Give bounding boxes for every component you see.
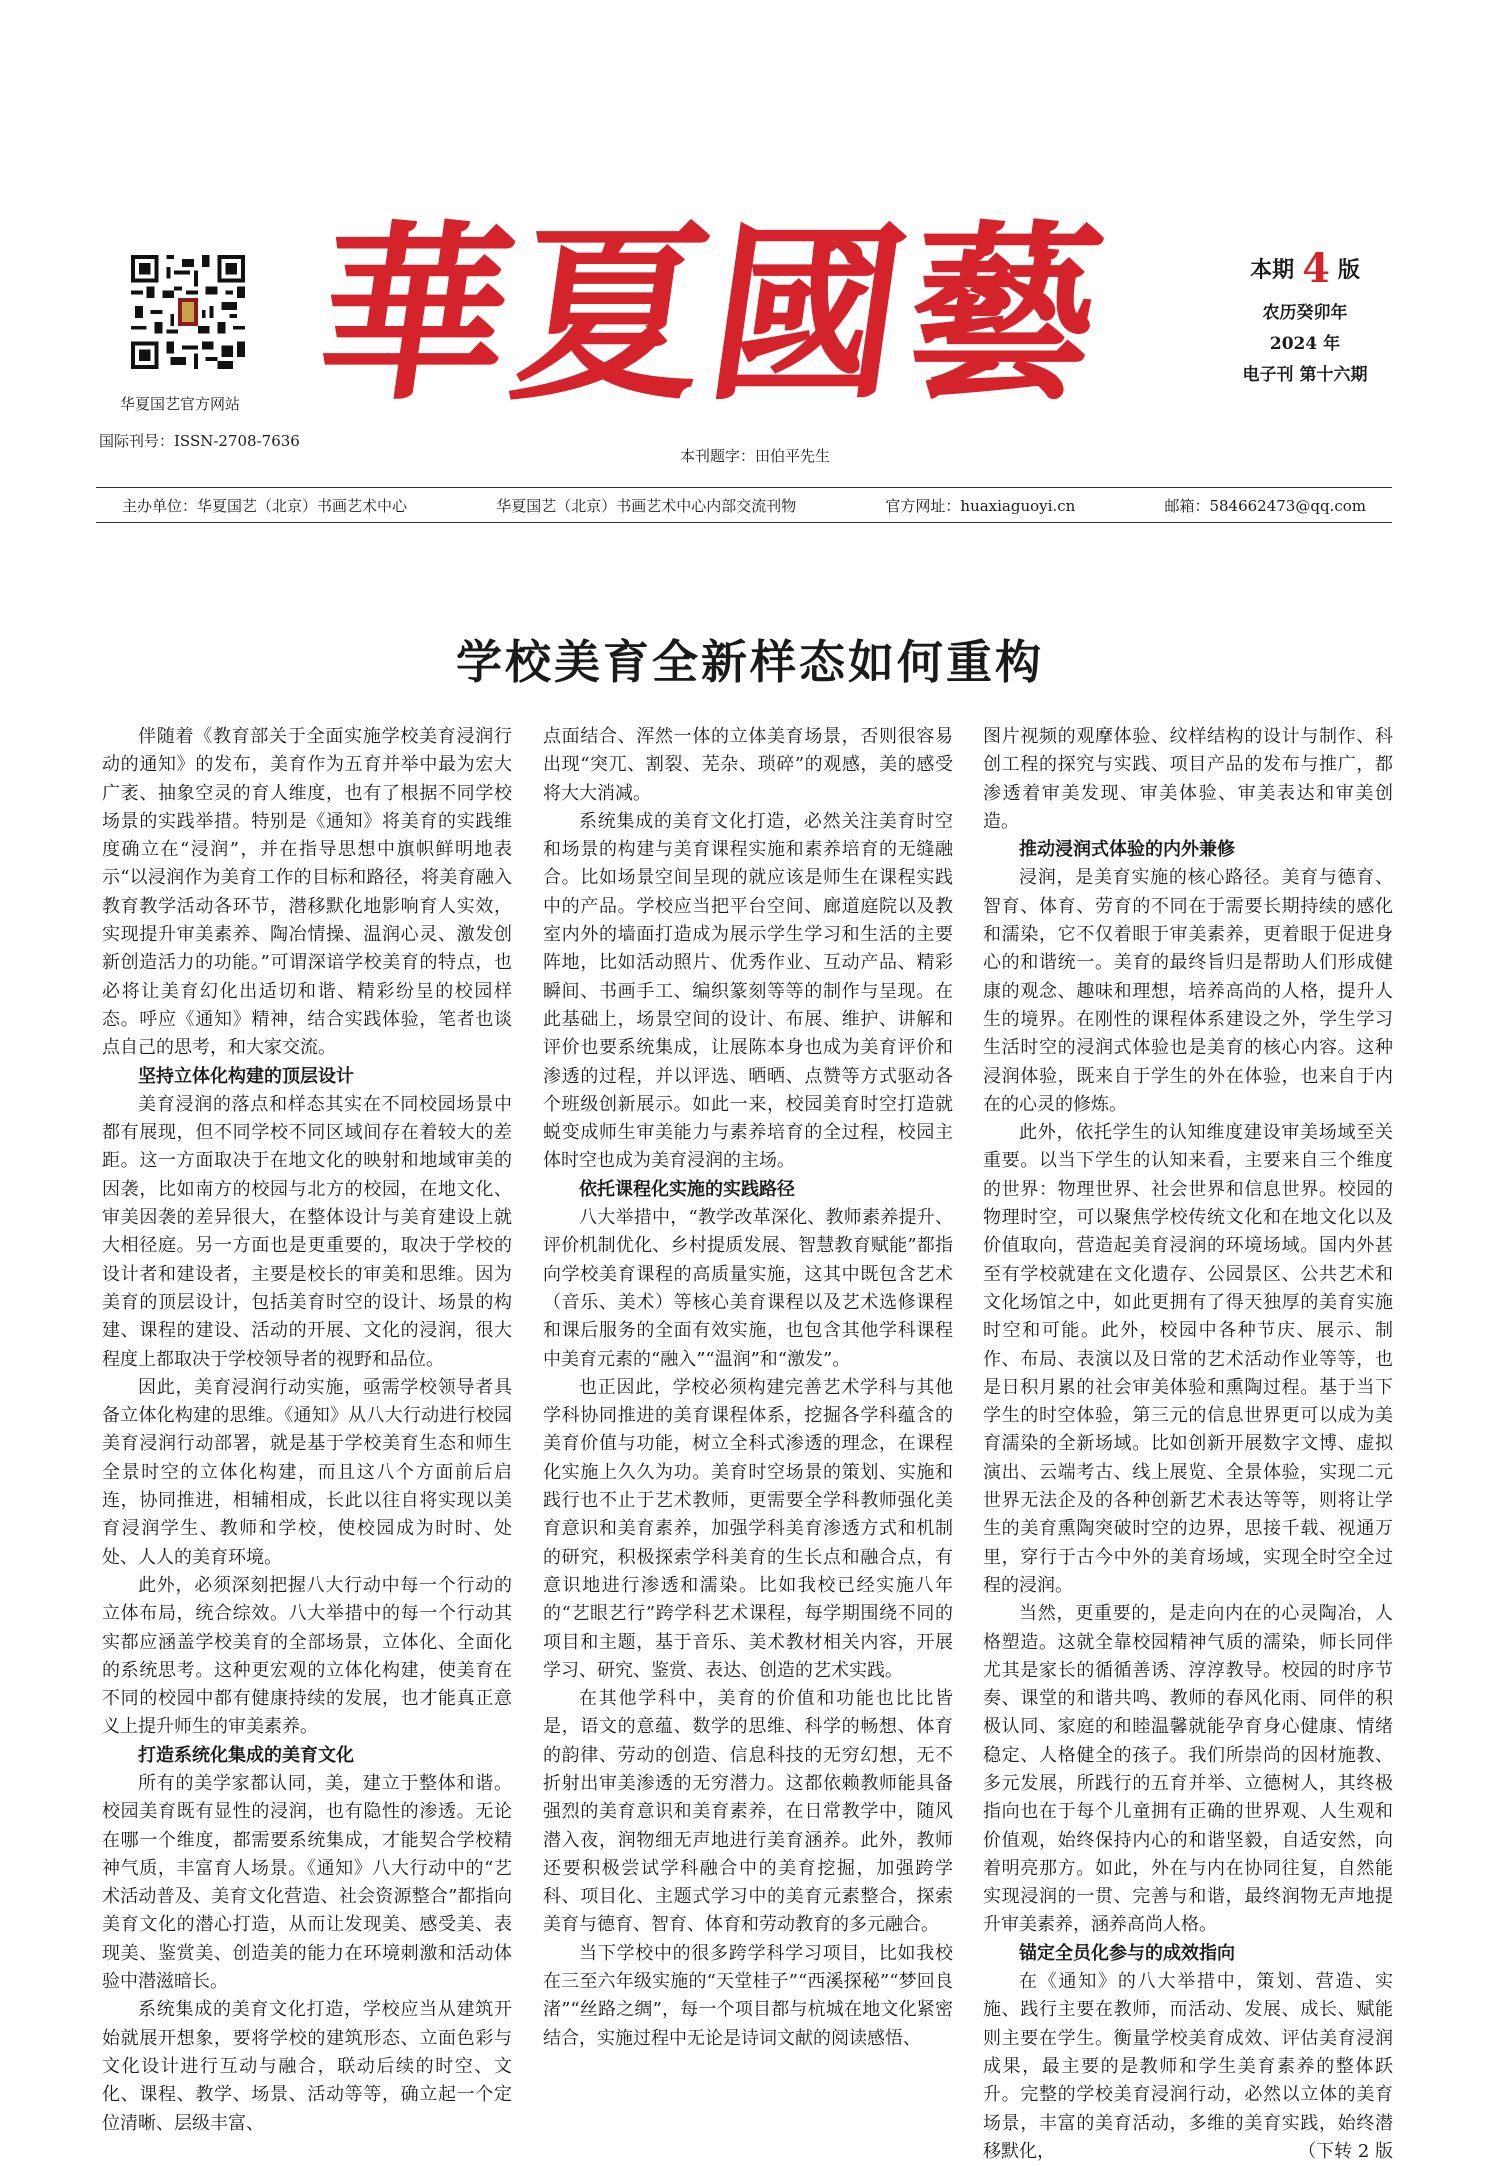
section-heading: 打造系统化集成的美育文化 xyxy=(138,1744,354,1766)
issue-prefix: 本期 xyxy=(1250,257,1295,283)
paragraph: 当然，更重要的，是走向内在的心灵陶冶，人格塑造。这就全靠校园精神气质的濡染，师长同伴尤其是家长的循循善诱、淳淳教导。校园的时序节奏、课堂的和谐共鸣、教师的春风化雨、同伴的积极认同、家庭的和睦温馨就能孕育身心健康、情绪稳定、人格健全的孩子。我们所崇尚的因材施教、多元发展，所践行的五育并举、立德树人，其终极指向也在于每个儿童拥有正确的世界观、人生观和价值观，始终保持内心的和谐坚毅，自适安然，向着明亮那方。如此，外在与内在协同往复，自然能实现浸润的一贯、完善与和谐，最终润物无声地提升审美素养，涵养高尚人格。 xyxy=(983,1603,1393,1936)
issue-page-line xyxy=(1220,245,1390,292)
paragraph: 当下学校中的很多跨学科学习项目，比如我校在三至六年级实施的“天堂桂子”“西溪探秘”“梦回良渚”“丝路之绸”，每一个项目都与杭城在地文化紧密结合，实施过程中无论是诗词文献的阅读感悟、 xyxy=(543,1942,953,2049)
issue-edition: 电子刊 第十六期 xyxy=(1242,365,1368,385)
lunar-year: 农历癸卯年 xyxy=(1262,303,1348,323)
paragraph: 此外，必须深刻把握八大行动中每一个行动的立体布局，统合综效。八大举措中的每一个行动其实都应涵盖学校美育的全部场景，立体化、全面化的系统思考。这种更宏观的立体化构建，使美育在不同的校园中都有健康持续的发展，也才能真正意义上提升师生的审美素养。 xyxy=(102,1574,512,1738)
website-link[interactable]: 官方网址：huaxiaguoyi.cn xyxy=(885,496,1076,515)
paragraph: 八大举措中，“教学改革深化、教师素养提升、评价机制优化、乡村提质发展、智慧教育赋能”都指向学校美育课程的高质量实施，这其中既包含艺术（音乐、美术）等核心美育课程以及艺术选修课程和课后服务的全面有效实施，也包含其他学科课程中美育元素的“融入”“温润”和“激发”。 xyxy=(543,1207,953,1370)
masthead-logo xyxy=(304,195,1170,435)
paragraph: 图片视频的观摩体验、纹样结构的设计与制作、科创工程的探究与实践、项目产品的发布与推广，都渗透着审美发现、审美体验、审美表达和审美创造。 xyxy=(983,726,1393,832)
paragraph: 美育浸润的落点和样态其实在不同校园场景中都有展现，但不同学校不同区域间存在着较大的差距。这一方面取决于在地文化的映射和地域审美的因袭，比如南方的校园与北方的校园，在地文化、审美因袭的差异很大，在整体设计与美育建设上就大相径庭。另一方面也是更重要的，取决于学校的设计者和建设者，主要是校长的审美和思维。因为美育的顶层设计，包括美育时空的设计、场景的构建、课程的建设、活动的开展、文化的浸润，很大程度上都取决于学校领导者的视野和品位。 xyxy=(102,1093,512,1370)
section-heading: 锚定全员化参与的成效指向 xyxy=(1019,1942,1235,1964)
issn-label: 国际刊号：ISSN-2708-7636 xyxy=(99,432,300,450)
issue-suffix: 版 xyxy=(1337,257,1360,283)
paragraph: 点面结合、浑然一体的立体美育场景，否则很容易出现“突兀、割裂、芜杂、琐碎”的观感，美的感受将大大消减。 xyxy=(543,726,953,804)
issue-info xyxy=(1220,245,1390,385)
article-column-1 xyxy=(102,723,512,2134)
article-column-2 xyxy=(543,723,953,2093)
masthead-title: 華夏國藝 xyxy=(304,203,1120,426)
calligrapher-credit: 本刊题字：田伯平先生 xyxy=(680,447,831,465)
internal-text: 华夏国艺（北京）书画艺术中心内部交流刊物 xyxy=(496,496,797,515)
paragraph: 系统集成的美育文化打造，学校应当从建筑开始就展开想象，要将学校的建筑形态、立面色彩与文化设计进行互动与融合，联动后续的时空、文化、课程、教学、场景、活动等等，确立起一个定位清晰、层级丰富、 xyxy=(102,1999,512,2134)
section-heading: 推动浸润式体验的内外兼修 xyxy=(1019,839,1235,861)
section-heading: 坚持立体化构建的顶层设计 xyxy=(138,1065,354,1087)
paragraph: 也正因此，学校必须构建完善艺术学科与其他学科协同推进的美育课程体系，挖掘各学科蕴含的美育价值与功能，树立全科式渗透的理念，在课程化实施上久久为功。美育时空场景的策划、实施和践行也不止于艺术教师，更需要全学科教师强化美育意识和美育素养，加强学科美育渗透方式和机制的研究，积极探索学科美育的生长点和融合点，有意识地进行渗透和濡染。比如我校已经实施八年的“艺眼艺行”跨学科艺术课程，每学期围绕不同的项目和主题，基于音乐、美术教材相关内容，开展学习、研究、鉴赏、表达、创造的艺术实践。 xyxy=(543,1376,953,1681)
paragraph: 系统集成的美育文化打造，必然关注美育时空和场景的构建与美育课程实施和素养培育的无缝融合。比如场景空间呈现的就应该是师生在课程实践中的产品。学校应当把平台空间、廊道庭院以及教室内外的墙面打造成为展示学生学习和生活的主要阵地，比如活动照片、优秀作业、互动产品、精彩瞬间、书画手工、编织篆刻等等的制作与呈现。在此基础上，场景空间的设计、布展、维护、讲解和评价也要系统集成，让展陈本身也成为美育评价和渗透的过程，并以评选、晒晒、点赞等方式驱动各个班级创新展示。如此一来，校园美育时空打造就蜕变成师生审美能力与素养培育的全过程，校园主体时空也成为美育浸润的主场。 xyxy=(543,810,953,1172)
paragraph: 在《通知》的八大举措中，策划、营造、实施、践行主要在教师，而活动、发展、成长、赋能则主要在学生。衡量学校美育成效、评估美育浸润成果，最主要的是教师和学生美育素养的整体跃升。完整的学校美育浸润行动，必然以立体的美育场景，丰富的美育活动，多维的美育实践，始终潜移默化， （下转 2 版 xyxy=(983,1968,1393,2166)
issue-page-number: 4 xyxy=(1302,245,1330,292)
section-heading: 依托课程化实施的实践路径 xyxy=(579,1178,795,1200)
article-headline: 学校美育全新样态如何重构 xyxy=(456,634,1044,689)
paragraph: 在其他学科中，美育的价值和功能也比比皆是，语文的意蕴、数学的思维、科学的畅想、体育的韵律、劳动的创造、信息科技的无穷幻想，无不折射出审美渗透的无穷潜力。这都依赖教师能具备强烈的美育意识和美育素养，在日常教学中，随风潜入夜，润物细无声地进行美育涵养。此外，教师还要积极尝试学科融合中的美育挖掘，加强跨学科、项目化、主题式学习中的美育元素整合，探索美育与德育、智育、体育和劳动教育的多元融合。 xyxy=(543,1688,953,1936)
issue-year: 2024 年 xyxy=(1269,334,1341,354)
info-bar xyxy=(96,487,1392,523)
paragraph: 因此，美育浸润行动实施，亟需学校领导者具备立体化构建的思维。《通知》从八大行动进行校园美育浸润行动部署，就是基于学校美育生态和师生全景时空的立体化构建，而且这八个方面前后启连，协同推进，相辅相成，长此以往自将实现以美育浸润学生、教师和学校，使校园成为时时、处处、人人的美育环境。 xyxy=(102,1376,512,1568)
paragraph: 所有的美学家都认同，美，建立于整体和谐。校园美育既有显性的浸润，也有隐性的渗透。无论在哪一个维度，都需要系统集成，才能契合学校精神气质，丰富育人场景。《通知》八大行动中的“艺术活动普及、美育文化营造、社会资源整合”都指向美育文化的潜心打造，从而让发现美、感受美、表现美、鉴赏美、创造美的能力在环境刺激和活动体验中潜滋暗长。 xyxy=(102,1772,512,1993)
email-link[interactable]: 邮箱：584662473@qq.com xyxy=(1164,496,1366,515)
qr-caption: 华夏国艺官方网站 xyxy=(120,395,241,413)
qr-code-icon[interactable] xyxy=(131,255,245,369)
sponsor-text: 主办单位：华夏国艺（北京）书画艺术中心 xyxy=(122,496,408,515)
paragraph: 此外，依托学生的认知维度建设审美场域至关重要。以当下学生的认知来看，主要来自三个维度的世界：物理世界、社会世界和信息世界。校园的物理时空，可以聚焦学校传统文化和在地文化以及价值取向，营造起美育浸润的环境场域。国内外甚至有学校就建在文化遗存、公园景区、公共艺术和文化场馆之中，如此更拥有了得天独厚的美育实施时空和可能。此外，校园中各种节庆、展示、制作、布局、表演以及日常的艺术活动作业等等，也是日积月累的社会审美体验和熏陶过程。基于当下学生的时空体验，第三元的信息世界更可以成为美育濡染的全新场域。比如创新开展数字文博、虚拟演出、云端考古、线上展览、全景体验，实现二元世界无法企及的各种创新艺术表达等等，则将让学生的美育熏陶突破时空的边界，思接千载、视通万里，穿行于古今中外的美育场域，实现全时空全过程的浸润。 xyxy=(983,1122,1393,1596)
paragraph: 浸润，是美育实施的核心路径。美育与德育、智育、体育、劳育的不同在于需要长期持续的感化和濡染，它不仅着眼于审美素养，更着眼于促进身心的和谐统一。美育的最终旨归是帮助人们形成健康的观念、趣味和理想，培养高尚的人格，提升人生的境界。在刚性的课程体系建设之外，学生学习生活时空的浸润式体验也是美育的核心内容。这种浸润体验，既来自于学生的外在体验，也来自于内在的心灵的修炼。 xyxy=(983,867,1393,1115)
article-column-3 xyxy=(983,723,1393,2162)
paragraph: 伴随着《教育部关于全面实施学校美育浸润行动的通知》的发布，美育作为五育并举中最为宏大广袤、抽象空灵的育人维度，也有了根据不同学校场景的实践举措。特别是《通知》将美育的实践维度确立在“浸润”，并在指导思想中旗帜鲜明地表示“以浸润作为美育工作的目标和路径，将美育融入教育教学活动各环节，潜移默化地影响育人实效，实现提升审美素养、陶冶情操、温润心灵、激发创新创造活力的功能。”可谓深谙学校美育的特点，也必将让美育幻化出适切和谐、精彩纷呈的校园样态。呼应《通知》精神，结合实践体验，笔者也谈点自己的思考，和大家交流。 xyxy=(102,726,512,1059)
continued-note: （下转 2 版 xyxy=(1298,2140,1393,2162)
